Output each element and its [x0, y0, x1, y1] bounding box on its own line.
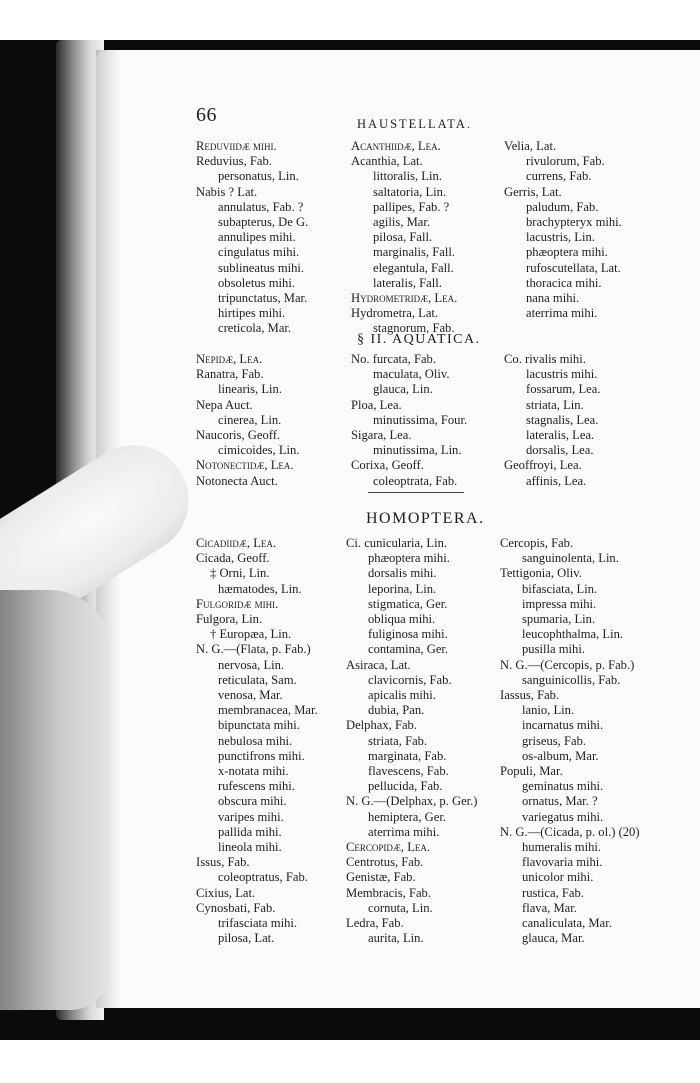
- taxon-line: minutissima, Lin.: [373, 443, 462, 458]
- taxon-line: cinerea, Lin.: [218, 412, 282, 427]
- taxon-line: No. furcata, Fab.: [351, 352, 436, 366]
- taxon-line: dorsalis, Lea.: [526, 443, 594, 458]
- taxon-line: Cercopidæ, Lea.: [346, 840, 431, 855]
- taxon-line: contamina, Ger.: [368, 642, 449, 657]
- taxon-line: aterrima mihi.: [526, 306, 598, 321]
- taxon-line: Naucoris, Geoff.: [196, 428, 281, 443]
- taxon-line: glauca, Lin.: [373, 382, 433, 397]
- taxon-line: hirtipes mihi.: [218, 306, 286, 321]
- taxon-line: variegatus mihi.: [522, 809, 604, 824]
- taxon-line: annulipes mihi.: [218, 230, 296, 245]
- taxon-line: aurita, Lin.: [368, 931, 424, 946]
- taxon-line: marginata, Fab.: [368, 748, 447, 763]
- taxon-line: Nabis ? Lat.: [196, 184, 258, 199]
- taxon-line: apicalis mihi.: [368, 688, 436, 703]
- taxon-line: tripunctatus, Mar.: [218, 291, 308, 306]
- taxon-line: spumaria, Lin.: [522, 612, 596, 627]
- taxon-line: rivulorum, Fab.: [526, 154, 605, 169]
- aquatica-column-2: [351, 352, 467, 489]
- taxon-line: minutissima, Four.: [373, 412, 468, 427]
- taxon-line: flava, Mar.: [522, 900, 577, 915]
- taxon-line: stigmatica, Ger.: [368, 596, 448, 611]
- taxon-line: maculata, Oliv.: [373, 367, 450, 382]
- taxon-line: bifasciata, Lin.: [522, 581, 598, 596]
- taxon-line: lacustris, Lin.: [526, 230, 595, 245]
- taxon-line: dorsalis mihi.: [368, 566, 437, 581]
- taxon-line: flavovaria mihi.: [522, 855, 603, 870]
- taxon-line: littoralis, Lin.: [373, 169, 442, 184]
- taxon-line: glauca, Mar.: [522, 931, 585, 946]
- homoptera-column-3: [500, 536, 640, 946]
- taxon-line: rufescens mihi.: [218, 779, 295, 794]
- taxon-line: clavicornis, Fab.: [368, 672, 452, 687]
- taxon-line: pusilla mihi.: [522, 642, 585, 657]
- taxon-line: saltatoria, Lin.: [373, 184, 447, 199]
- taxon-line: striata, Fab.: [368, 733, 428, 748]
- aquatica-column-3: [504, 352, 601, 489]
- taxon-line: flavescens, Fab.: [368, 764, 449, 779]
- taxon-line: venosa, Mar.: [218, 688, 283, 703]
- taxon-line: brachypteryx mihi.: [526, 215, 622, 230]
- heteroptera-column-3: [504, 139, 622, 321]
- taxon-line: marginalis, Fall.: [373, 245, 455, 260]
- running-head: HAUSTELLATA.: [357, 117, 473, 131]
- taxon-line: coleoptratus, Fab.: [218, 870, 308, 885]
- taxon-line: aterrima mihi.: [368, 824, 440, 839]
- taxon-line: leucophthalma, Lin.: [522, 627, 624, 642]
- taxon-line: punctifrons mihi.: [218, 748, 305, 763]
- page-number: 66: [196, 104, 217, 126]
- taxon-line: leporina, Lin.: [368, 581, 437, 596]
- taxon-line: lanio, Lin.: [522, 703, 575, 718]
- taxon-line: griseus, Fab.: [522, 733, 587, 748]
- taxon-line: hemiptera, Ger.: [368, 809, 446, 824]
- taxon-line: N. G.—(Delphax, p. Ger.): [346, 794, 478, 809]
- taxon-line: reticulata, Sam.: [218, 672, 297, 687]
- taxon-line: paludum, Fab.: [526, 199, 599, 214]
- taxon-line: impressa mihi.: [522, 596, 597, 611]
- taxon-line: agilis, Mar.: [373, 215, 431, 230]
- taxon-line: Fulgoridæ mihi.: [196, 596, 279, 611]
- taxon-line: canaliculata, Mar.: [522, 916, 612, 931]
- taxon-line: Co. rivalis mihi.: [504, 352, 586, 366]
- taxon-line: incarnatus mihi.: [522, 718, 604, 733]
- taxon-line: Corixa, Geoff.: [351, 458, 424, 473]
- homoptera-column-2: [346, 536, 478, 946]
- taxon-line: os-album, Mar.: [522, 748, 599, 763]
- taxon-line: obscura mihi.: [218, 794, 287, 809]
- scan-bottom-margin: [0, 1040, 700, 1083]
- taxon-line: fossarum, Lea.: [526, 382, 601, 397]
- taxon-line: Hydrometridæ, Lea.: [351, 291, 458, 306]
- taxon-line: Tettigonia, Oliv.: [500, 566, 582, 581]
- taxon-line: Hydrometra, Lat.: [351, 306, 439, 321]
- taxon-line: dubia, Pan.: [368, 703, 425, 718]
- taxon-line: cingulatus mihi.: [218, 245, 300, 260]
- taxon-line: N. G.—(Cicada, p. ol.) (20): [500, 824, 640, 839]
- taxon-line: annulatus, Fab. ?: [218, 199, 304, 214]
- section-heading-homoptera: HOMOPTERA.: [366, 510, 485, 527]
- taxon-line: stagnorum, Fab.: [373, 321, 455, 336]
- taxon-line: Asiraca, Lat.: [346, 657, 411, 672]
- taxon-line: pilosa, Lat.: [218, 931, 275, 946]
- taxon-line: Iassus, Fab.: [500, 688, 560, 703]
- taxon-line: Ranatra, Fab.: [196, 367, 264, 382]
- taxon-line: varipes mihi.: [218, 809, 284, 824]
- taxon-line: linearis, Lin.: [218, 382, 283, 397]
- taxon-line: fuliginosa mihi.: [368, 627, 448, 642]
- taxon-line: pallida mihi.: [218, 824, 282, 839]
- taxon-line: Notonecta Auct.: [196, 473, 278, 488]
- hand-thumb: [0, 590, 110, 1010]
- taxon-line: Gerris, Lat.: [504, 184, 562, 199]
- taxon-line: phæoptera mihi.: [526, 245, 608, 260]
- taxon-line: obsoletus mihi.: [218, 275, 295, 290]
- taxon-line: Acanthiidæ, Lea.: [351, 139, 441, 153]
- taxon-line: hæmatodes, Lin.: [218, 581, 302, 596]
- taxon-line: cornuta, Lin.: [368, 900, 433, 915]
- taxon-line: lacustris mihi.: [526, 367, 598, 382]
- taxon-line: Reduviidæ mihi.: [196, 139, 277, 153]
- taxon-line: Populi, Mar.: [500, 764, 563, 779]
- aquatica-column-1: [196, 352, 300, 489]
- taxon-line: Ledra, Fab.: [346, 916, 404, 931]
- taxon-line: N. G.—(Cercopis, p. Fab.): [500, 657, 635, 672]
- taxon-line: phæoptera mihi.: [368, 551, 450, 566]
- taxon-line: obliqua mihi.: [368, 612, 436, 627]
- taxon-line: humeralis mihi.: [522, 840, 602, 855]
- taxon-line: Cicada, Geoff.: [196, 551, 270, 566]
- homoptera-column-1: [196, 536, 318, 946]
- taxon-line: lateralis, Fall.: [373, 275, 442, 290]
- taxon-line: Cercopis, Fab.: [500, 536, 574, 550]
- taxon-line: lineola mihi.: [218, 840, 282, 855]
- taxon-line: nervosa, Lin.: [218, 657, 285, 672]
- taxon-line: pellucida, Fab.: [368, 779, 443, 794]
- taxon-line: rufoscutellata, Lat.: [526, 260, 621, 275]
- taxon-line: cimicoides, Lin.: [218, 443, 300, 458]
- taxon-line: Notonectidæ, Lea.: [196, 458, 294, 473]
- taxon-line: sanguinolenta, Lin.: [522, 551, 619, 566]
- taxon-line: pilosa, Fall.: [373, 230, 433, 245]
- taxon-line: bipunctata mihi.: [218, 718, 300, 733]
- taxon-line: trifasciata mihi.: [218, 916, 298, 931]
- taxon-line: nebulosa mihi.: [218, 733, 293, 748]
- taxon-line: Centrotus, Fab.: [346, 855, 424, 870]
- taxon-line: Delphax, Fab.: [346, 718, 417, 733]
- heteroptera-column-1: [196, 139, 308, 337]
- taxon-line: stagnalis, Lea.: [526, 412, 599, 427]
- section-divider: [368, 492, 464, 493]
- taxon-line: nana mihi.: [526, 291, 580, 306]
- taxon-line: N. G.—(Flata, p. Fab.): [196, 642, 311, 657]
- taxon-line: Cicadiidæ, Lea.: [196, 536, 277, 550]
- taxon-line: Reduvius, Fab.: [196, 154, 272, 169]
- taxon-line: sublineatus mihi.: [218, 260, 305, 275]
- taxon-line: Nepa Auct.: [196, 397, 253, 412]
- taxon-line: unicolor mihi.: [522, 870, 594, 885]
- heteroptera-column-2: [351, 139, 457, 337]
- taxon-line: rustica, Fab.: [522, 885, 584, 900]
- taxon-line: personatus, Lin.: [218, 169, 299, 184]
- taxon-line: coleoptrata, Fab.: [373, 473, 458, 488]
- taxon-line: Ploa, Lea.: [351, 397, 402, 412]
- taxon-line: elegantula, Fall.: [373, 260, 454, 275]
- taxon-line: subapterus, De G.: [218, 215, 309, 230]
- taxon-line: ornatus, Mar. ?: [522, 794, 598, 809]
- taxon-line: striata, Lin.: [526, 397, 584, 412]
- taxon-line: creticola, Mar.: [218, 321, 292, 336]
- taxon-line: Ci. cunicularia, Lin.: [346, 536, 448, 550]
- taxon-line: lateralis, Lea.: [526, 428, 595, 443]
- taxon-line: thoracica mihi.: [526, 275, 602, 290]
- taxon-line: sanguinicollis, Fab.: [522, 672, 621, 687]
- taxon-line: affinis, Lea.: [526, 473, 587, 488]
- taxon-line: Acanthia, Lat.: [351, 154, 423, 169]
- taxon-line: Velia, Lat.: [504, 139, 557, 153]
- taxon-line: ‡ Orni, Lin.: [210, 566, 270, 581]
- taxon-line: Genistæ, Fab.: [346, 870, 416, 885]
- taxon-line: Cynosbati, Fab.: [196, 900, 276, 915]
- taxon-line: Cixius, Lat.: [196, 885, 256, 900]
- taxon-line: Fulgora, Lin.: [196, 612, 263, 627]
- taxon-line: Nepidæ, Lea.: [196, 352, 263, 366]
- taxon-line: Membracis, Fab.: [346, 885, 431, 900]
- taxon-line: x-notata mihi.: [218, 764, 289, 779]
- taxon-line: Geoffroyi, Lea.: [504, 458, 582, 473]
- taxon-line: † Europæa, Lin.: [210, 627, 292, 642]
- taxon-line: pallipes, Fab. ?: [373, 199, 450, 214]
- section-heading-aquatica: § II. AQUATICA.: [357, 332, 481, 347]
- taxon-line: Issus, Fab.: [196, 855, 250, 870]
- taxon-line: geminatus mihi.: [522, 779, 604, 794]
- taxon-line: membranacea, Mar.: [218, 703, 318, 718]
- taxon-line: Sigara, Lea.: [351, 428, 412, 443]
- taxon-line: currens, Fab.: [526, 169, 592, 184]
